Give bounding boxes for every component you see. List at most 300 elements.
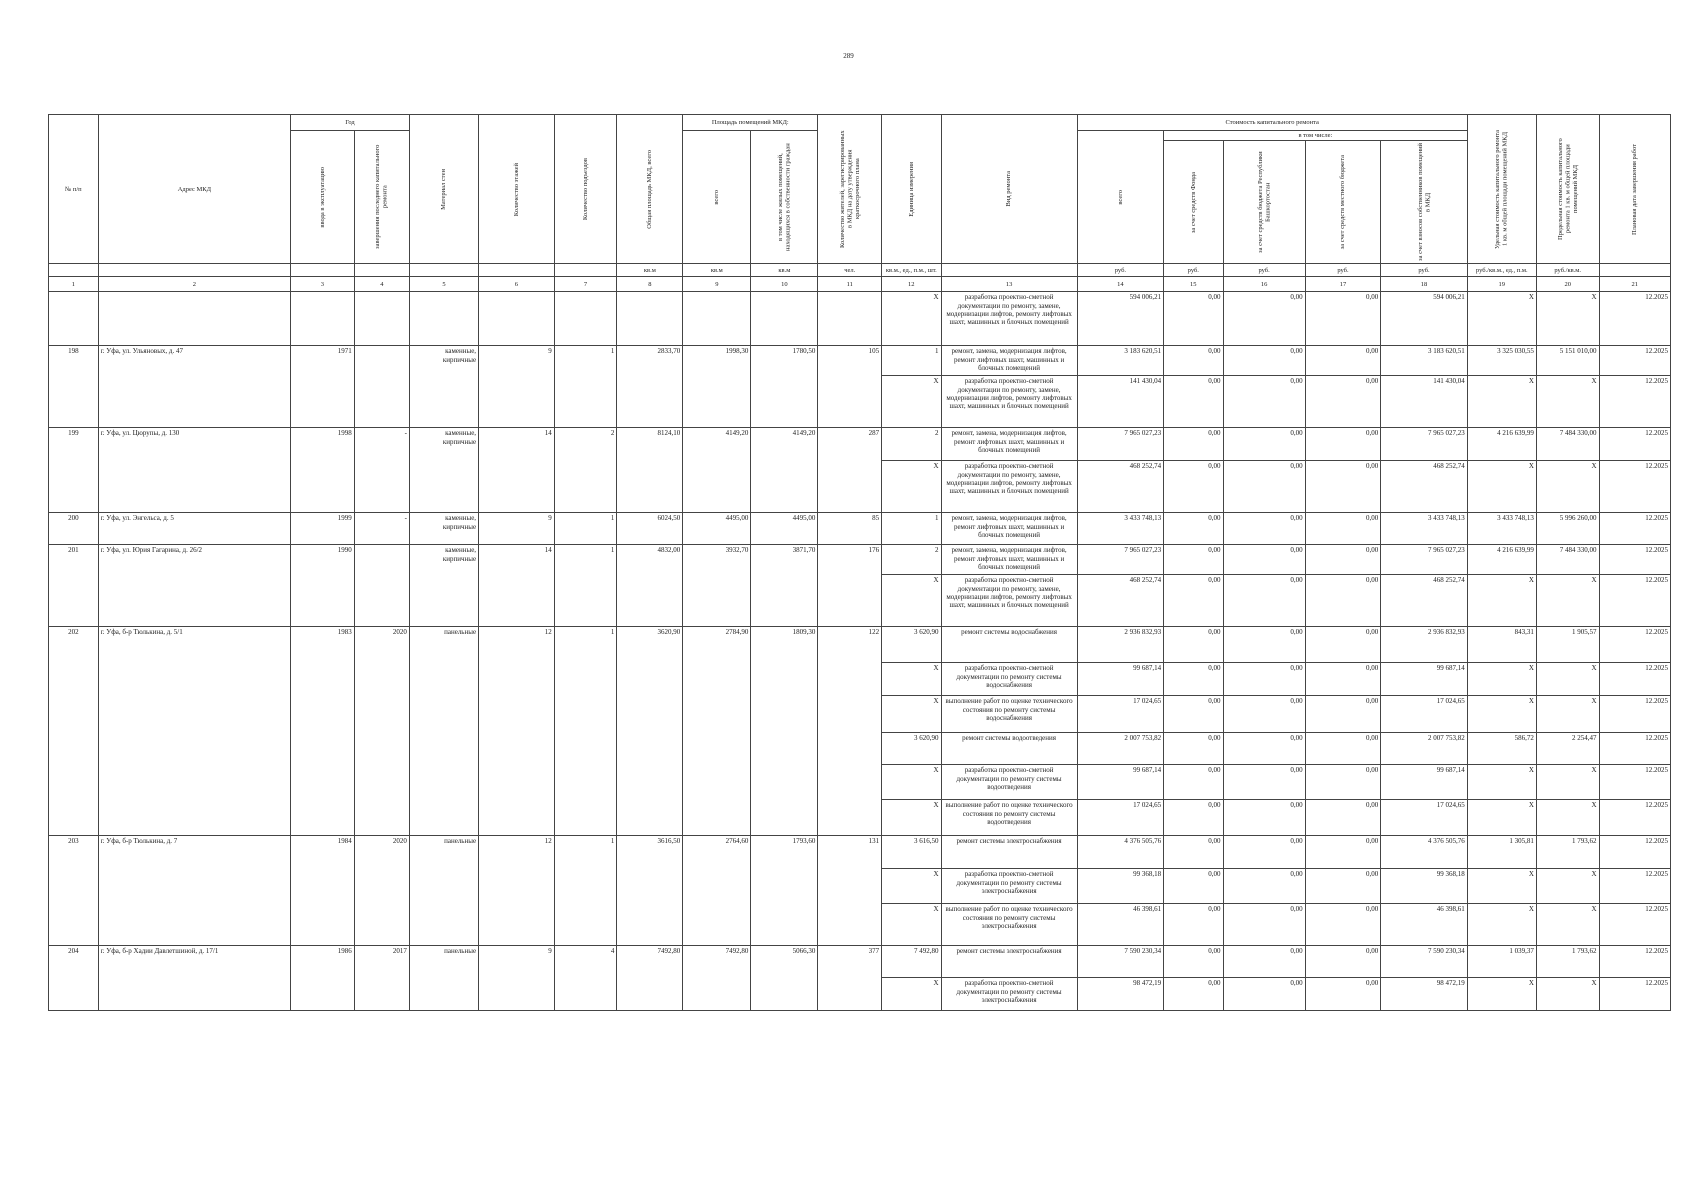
header-residents: Количество жителей, зарегистрированных в МКД на дату утверждения краткосрочного плана: [838, 130, 861, 249]
work-type: разработка проектно-сметной документации по ремонту системы электроснабжения: [941, 869, 1077, 904]
work-unit: 2: [882, 428, 941, 461]
cost-rb: 0,00: [1223, 545, 1305, 575]
wall-material: [409, 292, 478, 346]
planned-date: 12.2025: [1599, 663, 1670, 696]
premises-area: 2784,90: [683, 627, 751, 836]
limit-cost: 1 793,62: [1536, 946, 1599, 978]
cost-rb: 0,00: [1223, 904, 1305, 946]
year-repair: 2017: [354, 946, 409, 1011]
work-type: ремонт, замена, модернизация лифтов, ремонт лифтовых шахт, машинных и блочных помещений: [941, 513, 1077, 545]
header-walls: Материал стен: [440, 168, 448, 210]
cost-fund: 0,00: [1164, 733, 1223, 765]
work-unit: 3 620,90: [882, 733, 941, 765]
planned-date: 12.2025: [1599, 733, 1670, 765]
house-no: 202: [49, 627, 99, 836]
limit-cost: X: [1536, 376, 1599, 428]
wall-material: панельные: [409, 836, 478, 946]
unit-cell: [479, 264, 555, 277]
cost-owners: 3 433 748,13: [1381, 513, 1467, 545]
planned-date: 12.2025: [1599, 513, 1670, 545]
cost-local: 0,00: [1305, 428, 1381, 461]
header-year-built: ввода в эксплуатацию: [318, 166, 326, 228]
cost-owners: 17 024,65: [1381, 800, 1467, 836]
planned-date: 12.2025: [1599, 627, 1670, 663]
limit-cost: X: [1536, 292, 1599, 346]
cost-total: 468 252,74: [1077, 461, 1163, 513]
unit-cell: [941, 264, 1077, 277]
year-repair: [354, 292, 409, 346]
cost-local: 0,00: [1305, 946, 1381, 978]
unit-cost: X: [1467, 904, 1536, 946]
limit-cost: X: [1536, 904, 1599, 946]
cost-rb: 0,00: [1223, 428, 1305, 461]
header-residential-area: в том числе жилых помещений, находящихся в собственности граждан: [776, 143, 792, 252]
column-numbers-row: [49, 277, 1671, 292]
planned-date: 12.2025: [1599, 946, 1670, 978]
planned-date: 12.2025: [1599, 978, 1670, 1011]
cost-rb: 0,00: [1223, 513, 1305, 545]
planned-date: 12.2025: [1599, 869, 1670, 904]
cost-total: 4 376 505,76: [1077, 836, 1163, 869]
column-number-cell: 3: [291, 277, 355, 292]
limit-cost: 7 484 330,00: [1536, 428, 1599, 461]
planned-date: 12.2025: [1599, 428, 1670, 461]
unit-cell: [354, 264, 409, 277]
total-area: 2833,70: [617, 346, 683, 428]
table-body: [49, 292, 1671, 1011]
house-no: 201: [49, 545, 99, 627]
residents: [818, 292, 882, 346]
cost-total: 99 687,14: [1077, 663, 1163, 696]
entrances: 1: [554, 545, 617, 627]
cost-total: 46 398,61: [1077, 904, 1163, 946]
planned-date: 12.2025: [1599, 545, 1670, 575]
total-area: [617, 292, 683, 346]
unit-cell: кв.м: [683, 264, 751, 277]
work-unit: X: [882, 904, 941, 946]
table-header: [49, 115, 1671, 292]
total-area: 4832,00: [617, 545, 683, 627]
column-number-cell: 6: [479, 277, 555, 292]
unit-cell: руб.: [1305, 264, 1381, 277]
cost-total: 594 006,21: [1077, 292, 1163, 346]
column-number-cell: 16: [1223, 277, 1305, 292]
unit-cell: [98, 264, 290, 277]
work-type: ремонт системы электроснабжения: [941, 946, 1077, 978]
residents: 287: [818, 428, 882, 513]
table-row: [49, 428, 1671, 461]
cost-fund: 0,00: [1164, 545, 1223, 575]
cost-owners: 141 430,04: [1381, 376, 1467, 428]
house-address: г. Уфа, б-р Тюлькина, д. 7: [98, 836, 290, 946]
limit-cost: 5 996 260,00: [1536, 513, 1599, 545]
wall-material: каменные, кирпичные: [409, 346, 478, 428]
year-repair: [354, 545, 409, 627]
column-number-cell: 9: [683, 277, 751, 292]
header-cost-owners: за счет взносов собственников помещений в МКД: [1416, 143, 1431, 262]
cost-owners: 7 965 027,23: [1381, 545, 1467, 575]
cost-local: 0,00: [1305, 346, 1381, 376]
cost-total: 7 965 027,23: [1077, 545, 1163, 575]
residential-area: 4149,20: [751, 428, 818, 513]
total-area: 8124,10: [617, 428, 683, 513]
limit-cost: X: [1536, 869, 1599, 904]
work-type: ремонт системы электроснабжения: [941, 836, 1077, 869]
year-repair: -: [354, 428, 409, 513]
header-planned-date: Плановая дата завершения работ: [1631, 143, 1639, 235]
cost-fund: 0,00: [1164, 800, 1223, 836]
header-repair-type: Вид ремонта: [1005, 171, 1013, 207]
cost-rb: 0,00: [1223, 292, 1305, 346]
house-no: [49, 292, 99, 346]
floors: 9: [479, 946, 555, 1011]
limit-cost: 2 254,47: [1536, 733, 1599, 765]
work-unit: X: [882, 376, 941, 428]
cost-owners: 4 376 505,76: [1381, 836, 1467, 869]
cost-rb: 0,00: [1223, 869, 1305, 904]
planned-date: 12.2025: [1599, 292, 1670, 346]
cost-fund: 0,00: [1164, 978, 1223, 1011]
column-number-cell: 12: [882, 277, 941, 292]
unit-cell: кв.м: [617, 264, 683, 277]
column-number-cell: 18: [1381, 277, 1467, 292]
year-built: 1986: [291, 946, 355, 1011]
table-row: [49, 545, 1671, 575]
year-built: 1990: [291, 545, 355, 627]
cost-fund: 0,00: [1164, 428, 1223, 461]
header-area-group: Площадь помещений МКД:: [683, 115, 818, 131]
header-cost-rb: за счет средств бюджета Республики Башкортостан: [1256, 151, 1272, 254]
work-type: разработка проектно-сметной документации по ремонту системы водоснабжения: [941, 663, 1077, 696]
cost-owners: 46 398,61: [1381, 904, 1467, 946]
column-number-cell: 5: [409, 277, 478, 292]
column-number-cell: 8: [617, 277, 683, 292]
cost-local: 0,00: [1305, 904, 1381, 946]
cost-owners: 7 965 027,23: [1381, 428, 1467, 461]
unit-cell: [1599, 264, 1670, 277]
cost-rb: 0,00: [1223, 978, 1305, 1011]
unit-cost: 4 216 639,99: [1467, 428, 1536, 461]
cost-local: 0,00: [1305, 800, 1381, 836]
unit-cell: [554, 264, 617, 277]
residential-area: 5066,30: [751, 946, 818, 1011]
header-unit: Единица измерения: [907, 161, 915, 217]
unit-cost: X: [1467, 292, 1536, 346]
cost-total: 2 007 753,82: [1077, 733, 1163, 765]
table-row: [49, 627, 1671, 663]
year-repair: -: [354, 513, 409, 545]
cost-fund: 0,00: [1164, 575, 1223, 627]
residential-area: 1793,60: [751, 836, 818, 946]
unit-cell: [291, 264, 355, 277]
work-type: выполнение работ по оценке технического состояния по ремонту системы водоотведения: [941, 800, 1077, 836]
planned-date: 12.2025: [1599, 575, 1670, 627]
cost-total: 7 965 027,23: [1077, 428, 1163, 461]
floors: 12: [479, 627, 555, 836]
work-unit: 7 492,80: [882, 946, 941, 978]
cost-rb: 0,00: [1223, 836, 1305, 869]
cost-fund: 0,00: [1164, 346, 1223, 376]
column-number-cell: 13: [941, 277, 1077, 292]
unit-cost: 1 305,81: [1467, 836, 1536, 869]
unit-cost: X: [1467, 575, 1536, 627]
column-number-cell: 11: [818, 277, 882, 292]
cost-rb: 0,00: [1223, 461, 1305, 513]
unit-cell: кв.м., ед., п.м., шт.: [882, 264, 941, 277]
planned-date: 12.2025: [1599, 904, 1670, 946]
cost-total: 17 024,65: [1077, 696, 1163, 733]
work-type: ремонт, замена, модернизация лифтов, ремонт лифтовых шахт, машинных и блочных помещений: [941, 346, 1077, 376]
year-repair: 2020: [354, 836, 409, 946]
planned-date: 12.2025: [1599, 461, 1670, 513]
wall-material: каменные, кирпичные: [409, 428, 478, 513]
cost-total: 17 024,65: [1077, 800, 1163, 836]
limit-cost: 7 484 330,00: [1536, 545, 1599, 575]
unit-cell: [49, 264, 99, 277]
work-unit: X: [882, 292, 941, 346]
residential-area: 1809,30: [751, 627, 818, 836]
column-number-cell: 15: [1164, 277, 1223, 292]
work-type: выполнение работ по оценке технического состояния по ремонту системы водоснабжения: [941, 696, 1077, 733]
cost-rb: 0,00: [1223, 627, 1305, 663]
cost-owners: 2 936 832,93: [1381, 627, 1467, 663]
column-number-cell: 14: [1077, 277, 1163, 292]
cost-rb: 0,00: [1223, 765, 1305, 800]
unit-cell: чел.: [818, 264, 882, 277]
floors: 9: [479, 346, 555, 428]
column-number-cell: 7: [554, 277, 617, 292]
limit-cost: 1 905,57: [1536, 627, 1599, 663]
cost-owners: 594 006,21: [1381, 292, 1467, 346]
premises-area: 2764,60: [683, 836, 751, 946]
work-type: разработка проектно-сметной документации по ремонту, замене, модернизации лифтов, ремонту лифтовых шахт, машинных и блочных помещений: [941, 376, 1077, 428]
cost-total: 2 936 832,93: [1077, 627, 1163, 663]
year-built: [291, 292, 355, 346]
unit-cost: X: [1467, 461, 1536, 513]
cost-owners: 7 590 230,34: [1381, 946, 1467, 978]
cost-total: 141 430,04: [1077, 376, 1163, 428]
work-unit: X: [882, 461, 941, 513]
entrances: 1: [554, 513, 617, 545]
column-number-cell: 19: [1467, 277, 1536, 292]
header-cost-fund: за счет средств Фонда: [1189, 171, 1197, 234]
cost-owners: 468 252,74: [1381, 461, 1467, 513]
work-unit: 1: [882, 513, 941, 545]
cost-local: 0,00: [1305, 696, 1381, 733]
cost-rb: 0,00: [1223, 733, 1305, 765]
work-unit: X: [882, 765, 941, 800]
cost-local: 0,00: [1305, 627, 1381, 663]
house-address: г. Уфа, ул. Цюрупы, д. 130: [98, 428, 290, 513]
premises-area: 4149,20: [683, 428, 751, 513]
cost-total: 99 368,18: [1077, 869, 1163, 904]
header-limit-cost: Предельная стоимость капитального ремонта 1 кв. м общей площади помещений МКД: [1556, 138, 1579, 241]
unit-cell: руб.: [1164, 264, 1223, 277]
column-number-cell: 10: [751, 277, 818, 292]
header-premises-area: всего: [713, 189, 721, 205]
unit-cost: X: [1467, 978, 1536, 1011]
residential-area: 1780,50: [751, 346, 818, 428]
unit-cost: X: [1467, 869, 1536, 904]
cost-local: 0,00: [1305, 978, 1381, 1011]
premises-area: [683, 292, 751, 346]
cost-total: 98 472,19: [1077, 978, 1163, 1011]
column-number-cell: 2: [98, 277, 290, 292]
floors: 14: [479, 428, 555, 513]
cost-local: 0,00: [1305, 869, 1381, 904]
cost-fund: 0,00: [1164, 904, 1223, 946]
planned-date: 12.2025: [1599, 765, 1670, 800]
premises-area: 7492,80: [683, 946, 751, 1011]
work-type: ремонт, замена, модернизация лифтов, ремонт лифтовых шахт, машинных и блочных помещений: [941, 428, 1077, 461]
cost-rb: 0,00: [1223, 376, 1305, 428]
limit-cost: X: [1536, 575, 1599, 627]
cost-owners: 98 472,19: [1381, 978, 1467, 1011]
cost-local: 0,00: [1305, 575, 1381, 627]
limit-cost: X: [1536, 461, 1599, 513]
table-row: [49, 292, 1671, 346]
units-row: [49, 264, 1671, 277]
table-row: [49, 346, 1671, 376]
cost-fund: 0,00: [1164, 696, 1223, 733]
unit-cell: руб./кв.м., ед., п.м.: [1467, 264, 1536, 277]
house-no: 203: [49, 836, 99, 946]
header-including: в том числе:: [1164, 131, 1468, 141]
cost-fund: 0,00: [1164, 376, 1223, 428]
header-cost-group: Стоимость капитального ремонта: [1077, 115, 1467, 131]
house-no: 204: [49, 946, 99, 1011]
header-cost-total: всего: [1116, 189, 1124, 205]
cost-local: 0,00: [1305, 545, 1381, 575]
year-repair: [354, 346, 409, 428]
planned-date: 12.2025: [1599, 836, 1670, 869]
cost-local: 0,00: [1305, 292, 1381, 346]
column-number-cell: 4: [354, 277, 409, 292]
column-number-cell: 20: [1536, 277, 1599, 292]
header-year-group: Год: [291, 115, 410, 131]
wall-material: панельные: [409, 627, 478, 836]
house-address: г. Уфа, ул. Юрия Гагарина, д. 26/2: [98, 545, 290, 627]
cost-fund: 0,00: [1164, 627, 1223, 663]
residents: 131: [818, 836, 882, 946]
house-address: г. Уфа, ул. Энгельса, д. 5: [98, 513, 290, 545]
year-built: 1984: [291, 836, 355, 946]
floors: 9: [479, 513, 555, 545]
house-no: 200: [49, 513, 99, 545]
floors: 12: [479, 836, 555, 946]
work-unit: X: [882, 663, 941, 696]
cost-fund: 0,00: [1164, 946, 1223, 978]
house-address: г. Уфа, ул. Ульяновых, д. 47: [98, 346, 290, 428]
header-cost-local: за счет средств местного бюджета: [1339, 155, 1347, 250]
unit-cost: 3 325 030,55: [1467, 346, 1536, 376]
cost-owners: 99 687,14: [1381, 765, 1467, 800]
cost-rb: 0,00: [1223, 346, 1305, 376]
table-row: [49, 513, 1671, 545]
work-unit: 1: [882, 346, 941, 376]
residential-area: 4495,00: [751, 513, 818, 545]
residents: 377: [818, 946, 882, 1011]
cost-rb: 0,00: [1223, 696, 1305, 733]
unit-cost: 3 433 748,13: [1467, 513, 1536, 545]
cost-owners: 468 252,74: [1381, 575, 1467, 627]
house-no: 199: [49, 428, 99, 513]
year-built: 1999: [291, 513, 355, 545]
cost-fund: 0,00: [1164, 292, 1223, 346]
work-type: разработка проектно-сметной документации по ремонту системы электроснабжения: [941, 978, 1077, 1011]
cost-owners: 99 368,18: [1381, 869, 1467, 904]
cost-fund: 0,00: [1164, 461, 1223, 513]
header-year-repair: завершения последнего капитального ремонта: [374, 145, 389, 250]
header-total-area: Общая площадь МКД, всего: [646, 149, 654, 229]
cost-total: 99 687,14: [1077, 765, 1163, 800]
house-address: [98, 292, 290, 346]
header-floors: Количество этажей: [512, 162, 520, 216]
total-area: 3616,50: [617, 836, 683, 946]
floors: [479, 292, 555, 346]
work-type: разработка проектно-сметной документации по ремонту, замене, модернизации лифтов, ремонту лифтовых шахт, машинных и блочных помещений: [941, 461, 1077, 513]
unit-cell: руб.: [1381, 264, 1467, 277]
house-address: г. Уфа, б-р Тюлькина, д. 5/1: [98, 627, 290, 836]
unit-cell: [409, 264, 478, 277]
unit-cost: 586,72: [1467, 733, 1536, 765]
entrances: 2: [554, 428, 617, 513]
header-unit-cost: Удельная стоимость капитального ремонта 1 кв. м общей площади помещений МКД: [1494, 129, 1509, 249]
page-number: 289: [843, 52, 854, 60]
unit-cost: X: [1467, 800, 1536, 836]
entrances: 1: [554, 627, 617, 836]
unit-cost: 1 039,37: [1467, 946, 1536, 978]
column-number-cell: 1: [49, 277, 99, 292]
work-unit: 2: [882, 545, 941, 575]
entrances: [554, 292, 617, 346]
work-unit: X: [882, 575, 941, 627]
entrances: 1: [554, 346, 617, 428]
unit-cost: X: [1467, 696, 1536, 733]
cost-total: 7 590 230,34: [1077, 946, 1163, 978]
cost-fund: 0,00: [1164, 513, 1223, 545]
table-row: [49, 836, 1671, 869]
wall-material: панельные: [409, 946, 478, 1011]
work-unit: X: [882, 696, 941, 733]
cost-local: 0,00: [1305, 513, 1381, 545]
work-type: ремонт системы водоотведения: [941, 733, 1077, 765]
unit-cell: кв.м: [751, 264, 818, 277]
cost-fund: 0,00: [1164, 663, 1223, 696]
cost-rb: 0,00: [1223, 946, 1305, 978]
cost-rb: 0,00: [1223, 800, 1305, 836]
work-unit: X: [882, 978, 941, 1011]
cost-local: 0,00: [1305, 461, 1381, 513]
work-unit: X: [882, 800, 941, 836]
work-type: разработка проектно-сметной документации по ремонту системы водоотведения: [941, 765, 1077, 800]
cost-local: 0,00: [1305, 733, 1381, 765]
limit-cost: 1 793,62: [1536, 836, 1599, 869]
planned-date: 12.2025: [1599, 376, 1670, 428]
cost-rb: 0,00: [1223, 663, 1305, 696]
limit-cost: X: [1536, 800, 1599, 836]
residents: 122: [818, 627, 882, 836]
premises-area: 4495,00: [683, 513, 751, 545]
premises-area: 3932,70: [683, 545, 751, 627]
header-address: Адрес МКД: [98, 115, 290, 264]
table-row: [49, 946, 1671, 978]
residents: 176: [818, 545, 882, 627]
limit-cost: 5 151 010,00: [1536, 346, 1599, 376]
work-type: ремонт, замена, модернизация лифтов, ремонт лифтовых шахт, машинных и блочных помещений: [941, 545, 1077, 575]
entrances: 4: [554, 946, 617, 1011]
cost-total: 3 433 748,13: [1077, 513, 1163, 545]
